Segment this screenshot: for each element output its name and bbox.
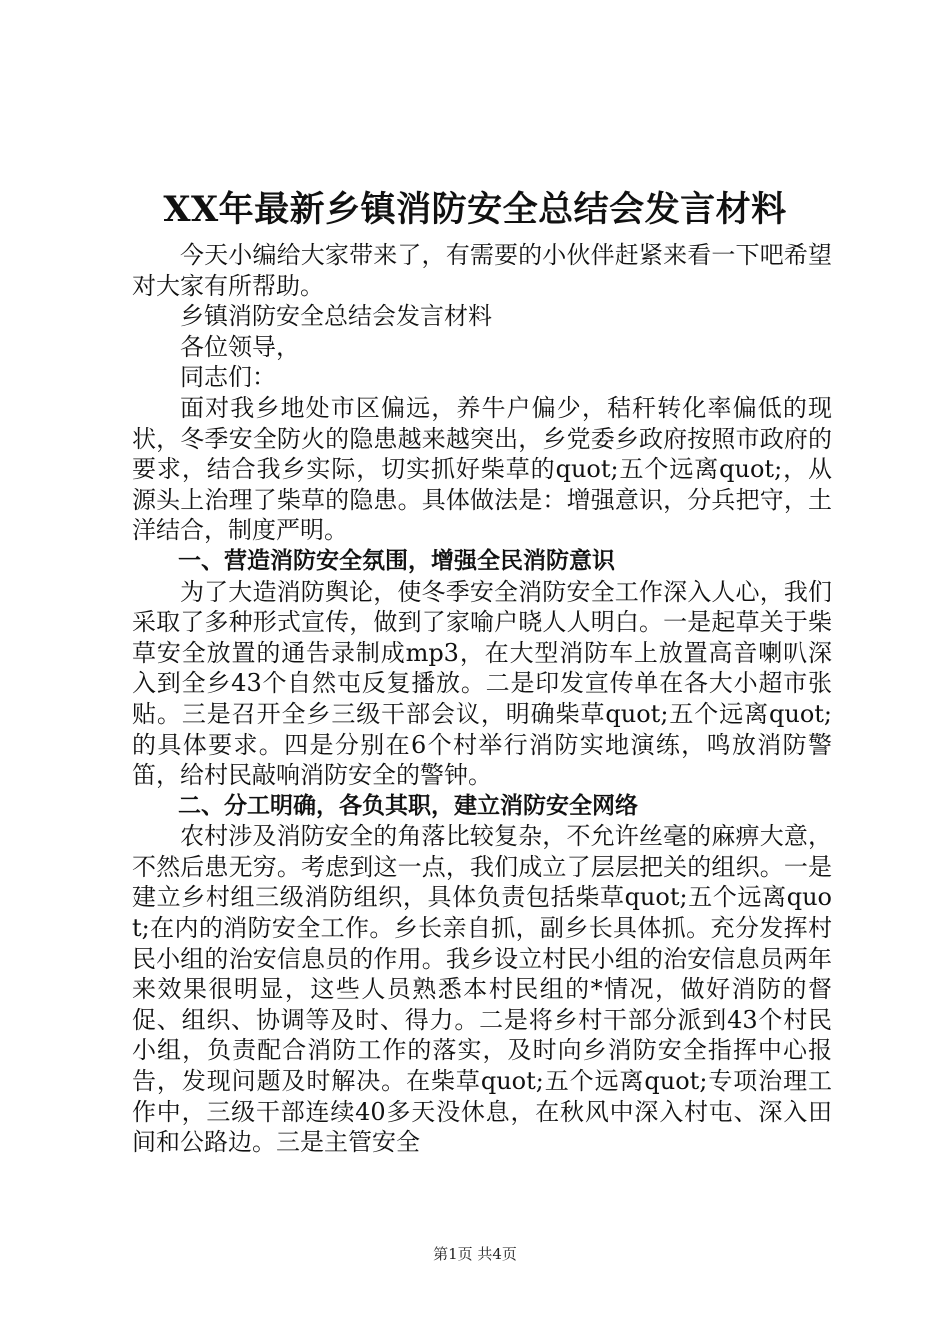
intro-paragraph: 今天小编给大家带来了，有需要的小伙伴赶紧来看一下吧希望对大家有所帮助。 (132, 241, 832, 300)
section-heading-1: 一、营造消防安全氛围，增强全民消防意识 (178, 547, 615, 574)
document-body (132, 240, 832, 1158)
salutation-leaders: 各位领导， (180, 332, 300, 361)
subtitle-line: 乡镇消防安全总结会发言材料 (180, 302, 492, 331)
salutation-comrades: 同志们： (180, 363, 276, 392)
page-footer: 第1页 共4页 (433, 1245, 517, 1263)
section-1-paragraph: 为了大造消防舆论，使冬季安全消防安全工作深入人心，我们采取了多种形式宣传，做到了家喻户晓人人明白。一是起草关于柴草安全放置的通告录制成mp3，在大型消防车上放置高音喇叭深入到全乡43个自然屯反复播放。二是印发宣传单在各大小超市张贴。三是召开全乡三级干部会议，明确柴草quot;五个远离quot;的具体要求。四是分别在6个村举行消防实地演练，鸣放消防警笛，给村民敲响消防安全的警钟。 (132, 577, 832, 790)
document-title: XX年最新乡镇消防安全总结会发言材料 (163, 189, 787, 230)
overview-paragraph: 面对我乡地处市区偏远，养牛户偏少，秸秆转化率偏低的现状，冬季安全防火的隐患越来越突出，乡党委乡政府按照市政府的要求，结合我乡实际，切实抓好柴草的quot;五个远离quot;，从源头上治理了柴草的隐患。具体做法是：增强意识，分兵把守，土洋结合，制度严明。 (132, 393, 832, 545)
section-2-paragraph: 农村涉及消防安全的角落比较复杂，不允许丝毫的麻痹大意，不然后患无穷。考虑到这一点，我们成立了层层把关的组织。一是建立乡村组三级消防组织，具体负责包括柴草quot;五个远离quot;在内的消防安全工作。乡长亲自抓，副乡长具体抓。充分发挥村民小组的治安信息员的作用。我乡设立村民小组的治安信息员两年来效果很明显，这些人员熟悉本村民组的*情况，做好消防的督促、组织、协调等及时、得力。二是将乡村干部分派到43个村民小组，负责配合消防工作的落实，及时向乡消防安全指挥中心报告，发现问题及时解决。在柴草quot;五个远离quot;专项治理工作中，三级干部连续40多天没休息，在秋风中深入村屯、深入田间和公路边。三是主管安全 (132, 822, 832, 1157)
section-heading-2: 二、分工明确，各负其职，建立消防安全网络 (178, 792, 638, 819)
